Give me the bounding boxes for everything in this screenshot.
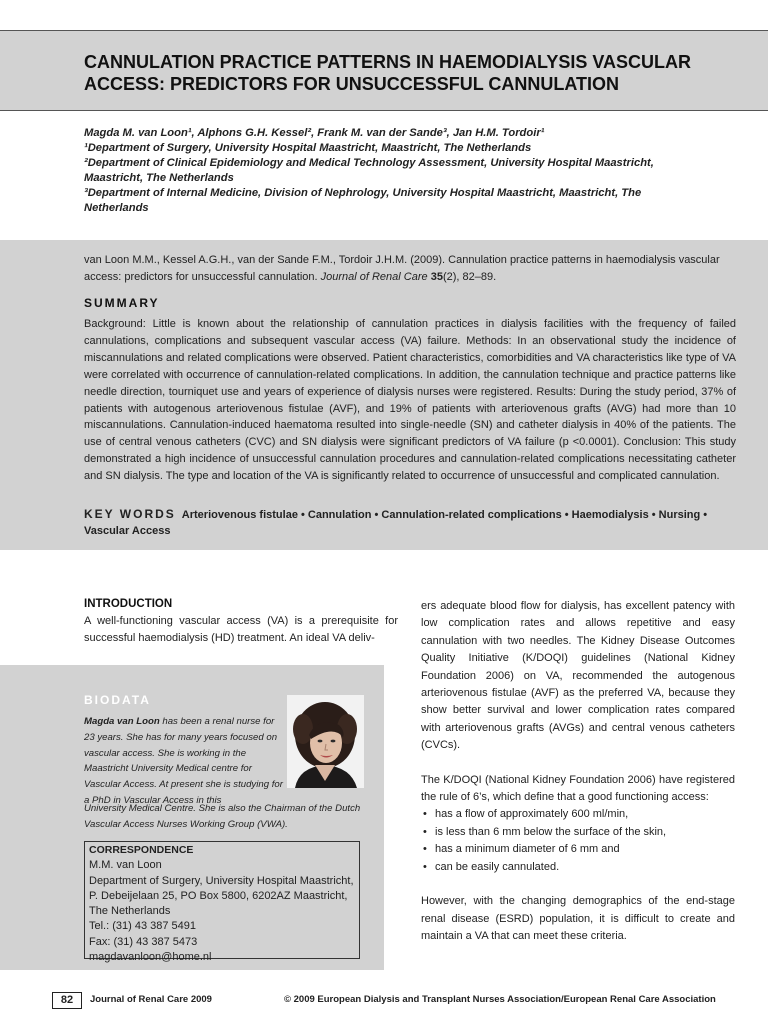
body-paragraph-2: The K/DOQI (National Kidney Foundation 2006) have registered the rule of 6’s, which define that a good functioning access: bbox=[421, 773, 735, 804]
correspondence-name: M.M. van Loon bbox=[89, 859, 162, 872]
citation bbox=[84, 252, 736, 286]
introduction-heading: INTRODUCTION bbox=[84, 598, 173, 610]
list-item: • has a flow of approximately 600 ml/min, bbox=[421, 806, 735, 823]
list-item: • is less than 6 mm below the surface of the skin, bbox=[421, 824, 735, 841]
summary-heading: SUMMARY bbox=[84, 296, 160, 310]
affiliation-2: ²Department of Clinical Epidemiology and Medical Technology Assessment, University Hospital Maastricht, Maastricht, The Netherlands bbox=[84, 157, 654, 184]
correspondence-country: The Netherlands bbox=[89, 905, 171, 918]
citation-issue-pages: (2), 82–89. bbox=[442, 271, 497, 283]
body-paragraph-1: ers adequate blood flow for dialysis, has excellent patency with low complication rates and allows repetitive and easy cannulation with two needles. The Kidney Disease Outcomes Quality Initiative (K/DOQI) guidelines (National Kidney Foundation 2006) on VA, recommended the autogenous arteriovenous fistulae (AVF) as the preferred VA, because they show better survival and lower complication rates compared with arteriovenous grafts (AVGs) and central venous catheters (CVCs). bbox=[421, 600, 735, 752]
keywords bbox=[84, 506, 736, 539]
keywords-label: KEY WORDS bbox=[84, 507, 176, 521]
citation-text: van Loon M.M., Kessel A.G.H., van der Sande F.M., Tordoir J.H.M. (2009). Cannulation practice patterns in haemodialysis vascular access: predictors for unsuccessful cannulation. bbox=[84, 254, 720, 283]
correspondence-tel: Tel.: (31) 43 387 5491 bbox=[89, 920, 197, 933]
biodata-name: Magda van Loon bbox=[84, 716, 160, 727]
article-title: CANNULATION PRACTICE PATTERNS IN HAEMODIALYSIS VASCULAR ACCESS: PREDICTORS FOR UNSUCCESSFUL CANNULATION bbox=[84, 52, 692, 94]
body-paragraph-3: However, with the changing demographics of the end-stage renal disease (ESRD) population, it is difficult to create and maintain a VA that can meet these criteria. bbox=[421, 895, 735, 942]
affiliation-1: ¹Department of Surgery, University Hospital Maastricht, Maastricht, The Netherlands bbox=[84, 142, 532, 154]
biodata-text bbox=[84, 714, 284, 809]
correspondence-address: P. Debeijelaan 25, PO Box 5800, 6202AZ Maastricht, bbox=[89, 889, 348, 902]
footer-copyright: © 2009 European Dialysis and Transplant Nurses Association/European Renal Care Association bbox=[284, 994, 716, 1005]
portrait-image bbox=[287, 695, 364, 788]
author-block bbox=[84, 126, 704, 216]
list-item: • can be easily cannulated. bbox=[421, 859, 735, 876]
citation-volume: 35 bbox=[430, 271, 443, 283]
abstract-band bbox=[0, 240, 768, 550]
introduction-text: A well-functioning vascular access (VA) is a prerequisite for successful haemodialysis (HD) treatment. An ideal VA deliv- bbox=[84, 615, 398, 645]
author-names: Magda M. van Loon¹, Alphons G.H. Kessel², Frank M. van der Sande³, Jan H.M. Tordoir¹ bbox=[84, 127, 545, 139]
page-footer bbox=[52, 992, 752, 1010]
page-number: 82 bbox=[52, 992, 82, 1009]
biodata-box bbox=[0, 665, 384, 970]
correspondence-fax: Fax: (31) 43 387 5473 bbox=[89, 935, 198, 948]
citation-journal: Journal of Renal Care bbox=[320, 271, 428, 283]
biodata-tail: University Medical Centre. She is also the Chairman of the Dutch Vascular Access Nurses Working Group (VWA). bbox=[84, 803, 361, 830]
author-portrait bbox=[287, 695, 364, 788]
affiliation-3: ³Department of Internal Medicine, Division of Nephrology, University Hospital Maastricht, Maastricht, The Netherlands bbox=[84, 187, 642, 214]
left-column bbox=[84, 598, 398, 648]
correspondence-box bbox=[84, 841, 360, 964]
biodata-heading: BIODATA bbox=[84, 693, 151, 707]
keywords-text: Arteriovenous fistulae • Cannulation • Cannulation-related complications • Haemodialysis • Nursing • Vascular Access bbox=[84, 509, 708, 537]
list-item: • has a minimum diameter of 6 mm and bbox=[421, 841, 735, 858]
correspondence-email[interactable]: magdavanloon@home.nl bbox=[89, 951, 212, 964]
correspondence-heading: CORRESPONDENCE bbox=[89, 844, 194, 856]
footer-journal: Journal of Renal Care 2009 bbox=[90, 994, 212, 1005]
title-band bbox=[0, 30, 768, 111]
correspondence-department: Department of Surgery, University Hospital Maastricht, bbox=[89, 874, 354, 887]
rule-of-sixes-list bbox=[421, 806, 735, 876]
summary-text: Background: Little is known about the relationship of cannulation practices in dialysis facilities with the frequency of failed cannulations, complications and subsequent vascular access (VA) failure. Methods: In an observational study the incidence of miscannulations and related complications were observed. Patient characteristics, comorbidities and VA characteristics like type of VA were correlated with occurrence of cannulation-related complications. In addition, the cannulation technique and practice patterns like needle direction, tourniquet use and years of experience of dialysis nurses were registered. Results: During the study period, 37% of patients with autogenous arteriovenous fistulae (AVF), and 19% of patients with arteriovenous grafts (AVG) had more than 10 miscannulations. Cannulation-induced haematoma resulted into single-needle (SN) and catheter dialysis in 40% of the patients. The use of central venous catheters (CVC) and SN dialysis were significant predictors of VA failure (p <0.0001). Conclusion: This study demonstrated a high incidence of unsuccessful cannulation procedures and cannulation-related complications necessitating catheter and SN dialysis. The type and location of the VA is significantly related to occurrence of unsuccessful and complicated cannulation. bbox=[84, 318, 736, 483]
biodata-body: has been a renal nurse for 23 years. She has for many years focused on vascular access. She is working in the Maastricht University Medical centre for Vascular Access. At present she is studying for a PhD in Vascular Access in this bbox=[84, 716, 283, 806]
right-column bbox=[421, 598, 735, 945]
